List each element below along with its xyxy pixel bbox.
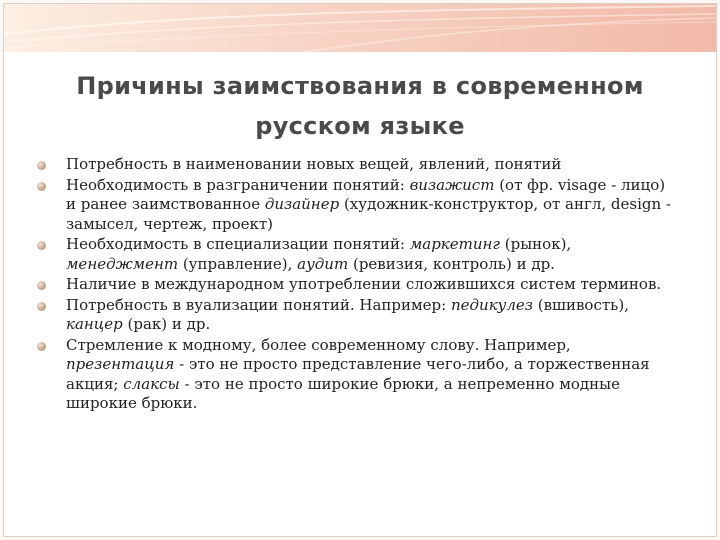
- bullet-item: [26, 275, 678, 295]
- round-bullet-icon: [37, 161, 46, 170]
- bullet-text: Наличие в международном употреблении сложившихся систем терминов.: [66, 275, 662, 293]
- bullet-text: (художник-конструктор, от англ, design - замысел, чертеж, проект): [66, 195, 671, 233]
- round-bullet-icon: [37, 241, 46, 250]
- round-bullet-icon: [37, 281, 46, 290]
- italic-term: слаксы: [123, 374, 180, 393]
- bullet-text: - это не просто широкие брюки, а непременно модные широкие брюки.: [66, 374, 620, 412]
- bullet-text: (вшивость),: [532, 295, 629, 314]
- bullet-text: Потребность в наименовании новых вещей, явлений, понятий: [66, 155, 562, 173]
- slide-title: Причины заимствования в современном русском языке: [76, 72, 644, 140]
- bullet-text: Необходимость в специализации понятий:: [66, 235, 410, 253]
- italic-term: менеджмент: [66, 254, 179, 273]
- bullet-item: [26, 155, 678, 175]
- italic-term: презентация: [66, 355, 175, 373]
- italic-term: маркетинг: [409, 235, 500, 253]
- italic-term: визажист: [409, 175, 495, 194]
- bullet-text: Потребность в вуализации понятий. Например:: [66, 295, 451, 314]
- decorative-top-band: [4, 4, 716, 52]
- bullet-text: Необходимость в разграничении понятий:: [66, 175, 410, 194]
- round-bullet-icon: [37, 182, 46, 191]
- bullet-text: (ревизия, контроль) и др.: [348, 254, 555, 273]
- bullet-text: - это не просто представление чего-либо, а торжественная акция;: [66, 355, 650, 393]
- italic-term: аудит: [297, 254, 349, 273]
- slide-frame: [3, 3, 717, 537]
- bullet-list: [26, 155, 678, 415]
- round-bullet-icon: [37, 342, 46, 351]
- bullet-item: [26, 235, 678, 274]
- bullet-item: [26, 336, 678, 414]
- bullet-text: (управление),: [178, 254, 298, 273]
- italic-term: дизайнер: [264, 195, 340, 213]
- bullet-text: Стремление к модному, более современному слову. Например,: [66, 335, 571, 354]
- bullet-item: [26, 176, 678, 235]
- round-bullet-icon: [37, 302, 46, 311]
- bullet-item: [26, 296, 678, 335]
- italic-term: канцер: [66, 315, 123, 333]
- bullet-text: (рынок),: [500, 235, 572, 253]
- italic-term: педикулез: [450, 295, 533, 314]
- bullet-text: (от фр. visage - лицо) и ранее заимствованное: [66, 175, 666, 213]
- decorative-stripes: [4, 4, 716, 52]
- bullet-text: (рак) и др.: [122, 315, 211, 333]
